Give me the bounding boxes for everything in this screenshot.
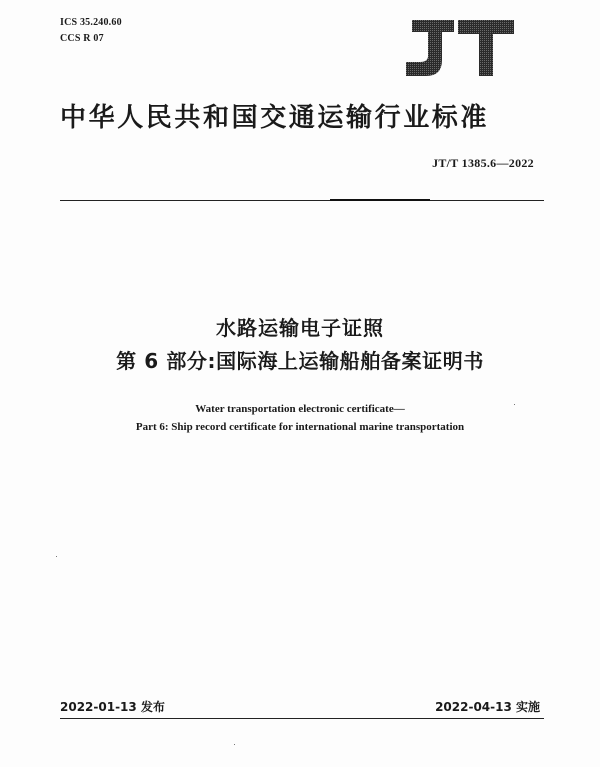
scan-speck: [514, 404, 515, 405]
scan-speck: [234, 744, 235, 745]
footer-divider: [60, 718, 544, 719]
title-english-line-2: Part 6: Ship record certificate for international marine transportation: [135, 421, 465, 433]
jt-logo: [398, 16, 518, 80]
title-chinese-line-1: 水路运输电子证照: [216, 316, 384, 340]
standard-number: JT/T 1385.6—2022: [432, 156, 534, 170]
title-chinese-line-2: 第 6 部分:国际海上运输船舶备案证明书: [116, 349, 484, 373]
title-english-line-1: Water transportation electronic certificate—: [195, 403, 405, 415]
organization-title: 中华人民共和国交通运输行业标准: [60, 103, 490, 133]
ics-code: ICS 35.240.60: [60, 17, 122, 28]
implementation-date: 2022-04-13 实施: [435, 700, 540, 714]
header-divider-accent: [330, 199, 430, 201]
ccs-code: CCS R 07: [60, 33, 104, 44]
header-divider: [60, 200, 544, 201]
scan-speck: [56, 556, 57, 557]
issue-date: 2022-01-13 发布: [60, 700, 165, 714]
